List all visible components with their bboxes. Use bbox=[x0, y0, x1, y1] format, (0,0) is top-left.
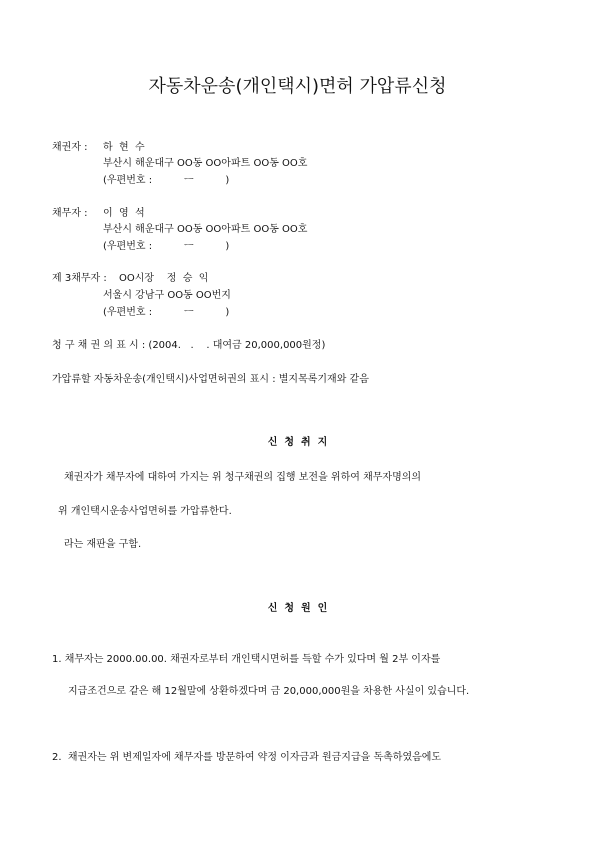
debtor-label: 채무자 : bbox=[52, 208, 88, 219]
third-debtor-label: 제 3채무자 : bbox=[52, 273, 107, 284]
purpose-line-2: 위 개인택시운송사업면허를 가압류한다. bbox=[58, 506, 232, 517]
claim-display: 청 구 채 권 의 표 시 : (2004. . . 대여금 20,000,000원정) bbox=[52, 340, 326, 351]
creditor-postal: (우편번호 : ㅡ ) bbox=[103, 175, 230, 186]
debtor-postal: (우편번호 : ㅡ ) bbox=[103, 241, 230, 252]
cause-item-2-line-1: 2. 채권자는 위 변제일자에 채무자를 방문하여 약정 이자금과 원금지급을 독촉하였음에도 bbox=[52, 752, 442, 763]
purpose-line-3: 라는 재판을 구함. bbox=[64, 539, 142, 550]
cause-heading: 신 청 원 인 bbox=[267, 603, 328, 614]
creditor-label: 채권자 : bbox=[52, 142, 88, 153]
creditor-name: 하 현 수 bbox=[103, 142, 145, 153]
creditor-address: 부산시 해운대구 OO동 OO아파트 OO동 OO호 bbox=[103, 158, 308, 169]
seizure-target-display: 가압류할 자동차운송(개인택시)사업면허권의 표시 : 별지목록기재와 같음 bbox=[52, 374, 369, 385]
third-debtor-address: 서울시 강남구 OO동 OO번지 bbox=[103, 290, 231, 301]
purpose-heading: 신 청 취 지 bbox=[267, 437, 328, 448]
purpose-line-1: 채권자가 채무자에 대하여 가지는 위 청구채권의 집행 보전을 위하여 채무자명의의 bbox=[64, 472, 422, 483]
debtor-address: 부산시 해운대구 OO동 OO아파트 OO동 OO호 bbox=[103, 224, 308, 235]
cause-item-1-line-2: 지급조건으로 같은 해 12월말에 상환하겠다며 금 20,000,000원을 차용한 사실이 있습니다. bbox=[68, 686, 470, 697]
third-debtor-postal: (우편번호 : ㅡ ) bbox=[103, 307, 230, 318]
page-title: 자동차운송(개인택시)면허 가압류신청 bbox=[148, 76, 447, 97]
third-debtor-name: OO시장 정 승 익 bbox=[119, 273, 209, 284]
cause-item-1-line-1: 1. 채무자는 2000.00.00. 채권자로부터 개인택시면허를 득할 수가 있다며 월 2부 이자를 bbox=[52, 654, 441, 665]
debtor-name: 이 영 석 bbox=[103, 208, 145, 219]
